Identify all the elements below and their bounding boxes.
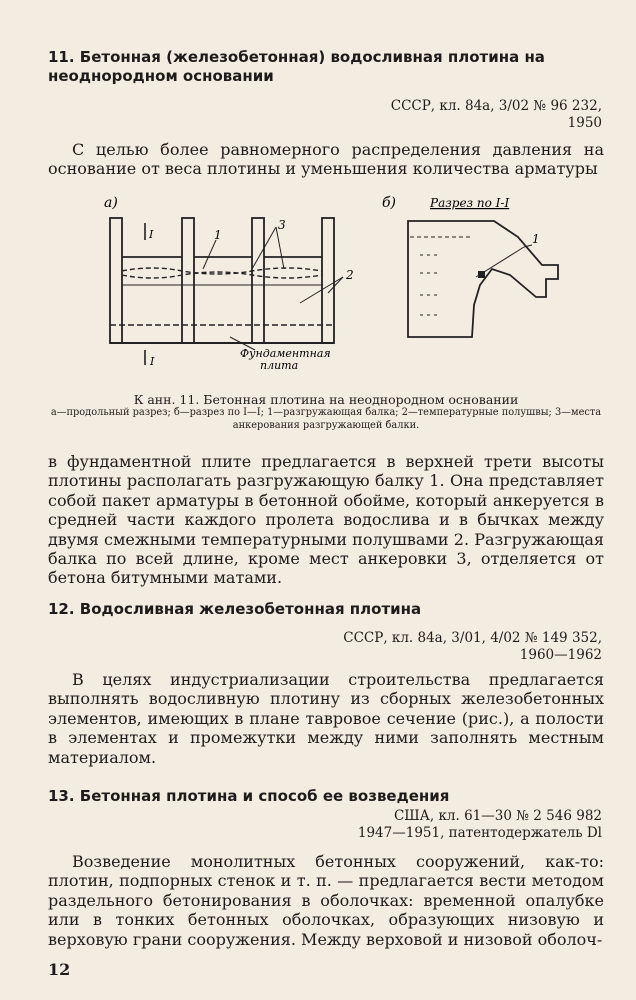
foundation-label-2: плита <box>260 359 299 372</box>
section-13-reference-line-2: 1947—1951, патентодержатель Dl <box>357 825 602 841</box>
callout-b-1: 1 <box>532 232 540 246</box>
section-13-reference <box>242 808 602 842</box>
callout-2: 2 <box>346 268 354 282</box>
pier <box>182 218 194 343</box>
section-13-reference-line-1: США, кл. 61—30 № 2 546 982 <box>393 808 602 824</box>
relief-beam-marker <box>478 271 485 278</box>
pier <box>322 218 334 343</box>
section-11-paragraph-1: С целью более равномерного распределения давления на основание от веса плотины и уменьшения количества арматуры <box>48 140 604 179</box>
section-12-reference-line-2: 1960—1962 <box>519 647 602 663</box>
figure-label-b: б) <box>382 195 397 211</box>
section-mark-top: I <box>149 228 154 241</box>
pier <box>252 218 264 343</box>
section-mark-bottom: I <box>150 355 155 368</box>
page-number: 12 <box>48 960 71 979</box>
figure-caption <box>48 392 604 432</box>
longitudinal-section-drawing <box>110 218 343 365</box>
pier <box>110 218 122 343</box>
callout-1: 1 <box>214 228 222 242</box>
caption-legend: а—продольный разрез; б—разрез по I—I; 1—разгружающая балка; 2—температурные полушвы; 3—места анкерования разгружающей балки. <box>50 407 602 431</box>
section-12-reference <box>242 630 602 664</box>
foundation-label-1: Фундаментная <box>240 347 331 360</box>
section-12-heading: 12. Водосливная железобетонная плотина <box>48 600 422 618</box>
callout-3: 3 <box>278 218 286 232</box>
section-11-heading: 11. Бетонная (железобетонная) водосливная плотина на неоднородном основании <box>48 48 545 85</box>
section-11-reference-line-1: СССР, кл. 84а, 3/02 № 96 232, <box>390 98 602 114</box>
section-12-reference-line-1: СССР, кл. 84а, 3/01, 4/02 № 149 352, <box>343 630 602 646</box>
figure-label-a: а) <box>104 195 118 211</box>
section-13-paragraph-1: Возведение монолитных бетонных сооружений, как-то: плотин, подпорных стенок и т. п. — предлагается вести методом раздельного бетонирования в оболочках: временной опалубке или в тонких бетонных оболочках, образующих низовую и верховую грани сооружения. Между верховой и низовой оболоч- <box>48 852 604 949</box>
section-title: Разрез по I-I <box>430 196 510 210</box>
dam-figure <box>100 185 570 390</box>
section-12-paragraph-1: В целях индустриализации строительства предлагается выполнять водосливную плотину из сборных железобетонных элементов, имеющих в плане тавровое сечение (рис.), а полости в элементах и промежутки между ними заполнять местным материалом. <box>48 670 604 767</box>
caption-main: К анн. 11. Бетонная плотина на неоднородном основании <box>133 392 519 407</box>
section-13-heading: 13. Бетонная плотина и способ ее возведения <box>48 787 450 805</box>
section-11-reference-line-2: 1950 <box>567 115 602 131</box>
section-11-paragraph-2: в фундаментной плите предлагается в верхней трети высоты плотины располагать разгружающую балку 1. Она представляет собой пакет арматуры в бетонной обойме, который анкеруется в средней части каждого пролета водослива и в бычках между двумя смежными температурными полушвами 2. Разгружающая балка по всей длине, кроме мест анкеровки 3, отделяется от бетона битумными матами. <box>48 452 604 588</box>
section-11-reference <box>242 98 602 132</box>
